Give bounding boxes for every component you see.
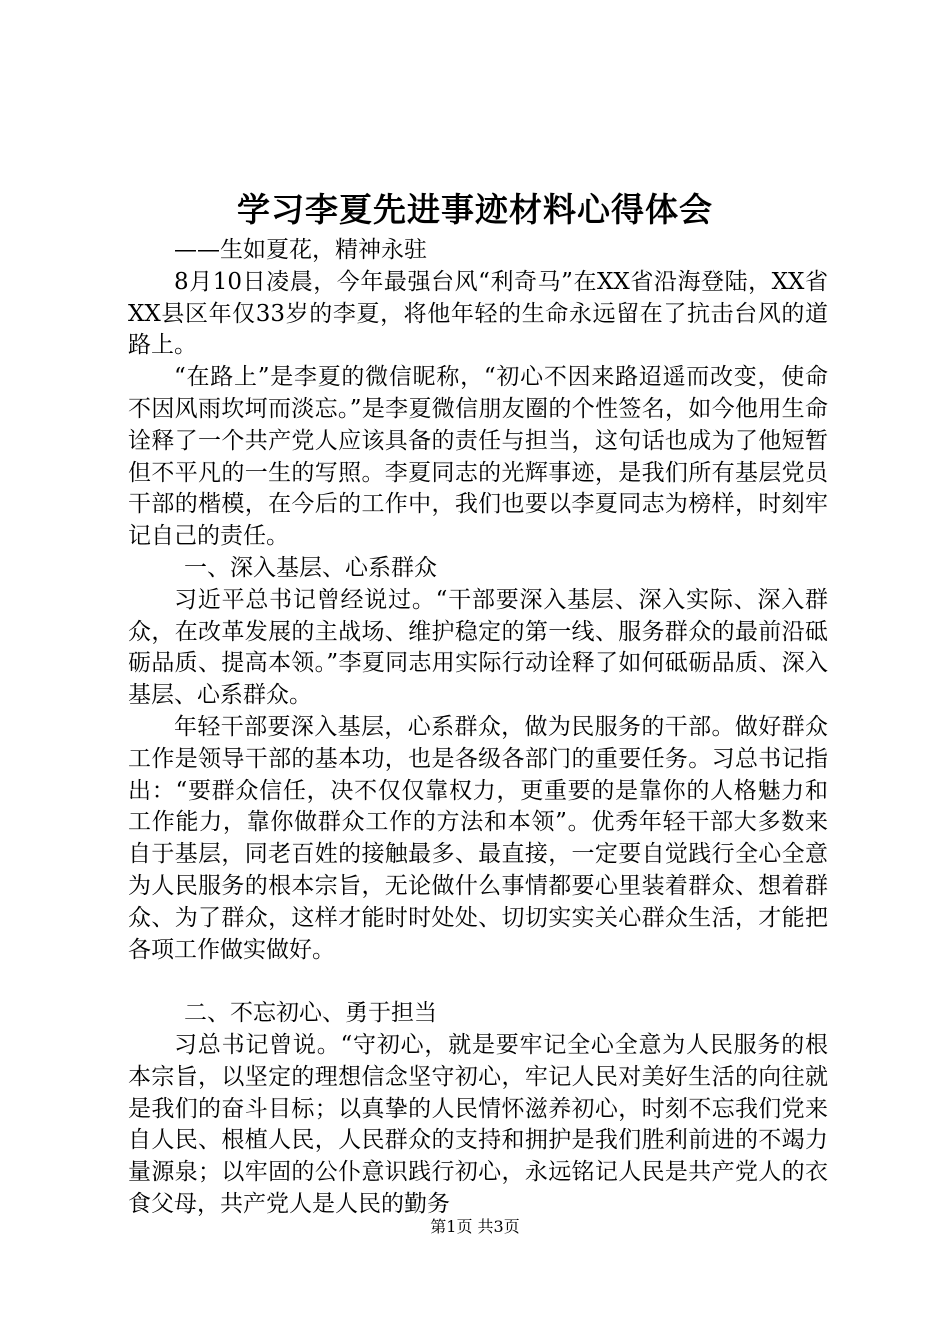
- paragraph-section2-1: 习总书记曾说。“守初心，就是要牢记全心全意为人民服务的根本宗旨，以坚定的理想信念坚守初心，牢记人民对美好生活的向往就是我们的奋斗目标；以真挚的人民情怀滋养初心，时刻不忘我们党来自人民、根植人民，人民群众的支持和拥护是我们胜利前进的不竭力量源泉；以牢固的公仆意识践行初心，永远铭记人民是共产党人的衣食父母，共产党人是人民的勤务: [128, 1031, 828, 1217]
- paragraph-intro-1: 8月10日凌晨，今年最强台风“利奇马”在XX省沿海登陆，XX省XX县区年仅33岁的李夏，将他年轻的生命永远留在了抗击台风的道路上。: [128, 268, 828, 359]
- page-footer: 第1页 共3页: [430, 1217, 520, 1236]
- paragraph-section1-1: 习近平总书记曾经说过。“干部要深入基层、深入实际、深入群众，在改革发展的主战场、维护稳定的第一线、服务群众的最前沿砥砺品质、提高本领。”李夏同志用实际行动诠释了如何砥砺品质、深入基层、心系群众。: [128, 586, 828, 709]
- paragraph-intro-2: “在路上”是李夏的微信昵称，“初心不因来路迢遥而改变，使命不因风雨坎坷而淡忘。”是李夏微信朋友圈的个性签名，如今他用生命诠释了一个共产党人应该具备的责任与担当，这句话也成为了他短暂但不平凡的一生的写照。李夏同志的光辉事迹，是我们所有基层党员干部的楷模，在今后的工作中，我们也要以李夏同志为榜样，时刻牢记自己的责任。: [128, 364, 828, 550]
- section-heading-1: 一、深入基层、心系群众: [184, 554, 437, 581]
- document-subtitle: ——生如夏花，精神永驻: [174, 237, 427, 263]
- blank-line: [128, 966, 828, 998]
- document-title: 学习李夏先进事迹材料心得体会: [237, 190, 713, 229]
- section-heading-2: 二、不忘初心、勇于担当: [184, 1000, 437, 1027]
- document-body: [128, 235, 828, 1221]
- paragraph-section1-2: 年轻干部要深入基层，心系群众，做为民服务的干部。做好群众工作是领导干部的基本功，也是各级各部门的重要任务。习总书记指出：“要群众信任，决不仅仅靠权力，更重要的是靠你的人格魅力和工作能力，靠你做群众工作的方法和本领”。优秀年轻干部大多数来自于基层，同老百姓的接触最多、最直接，一定要自觉践行全心全意为人民服务的根本宗旨，无论做什么事情都要心里装着群众、想着群众、为了群众，这样才能时时处处、切切实实关心群众生活，才能把各项工作做实做好。: [128, 713, 828, 963]
